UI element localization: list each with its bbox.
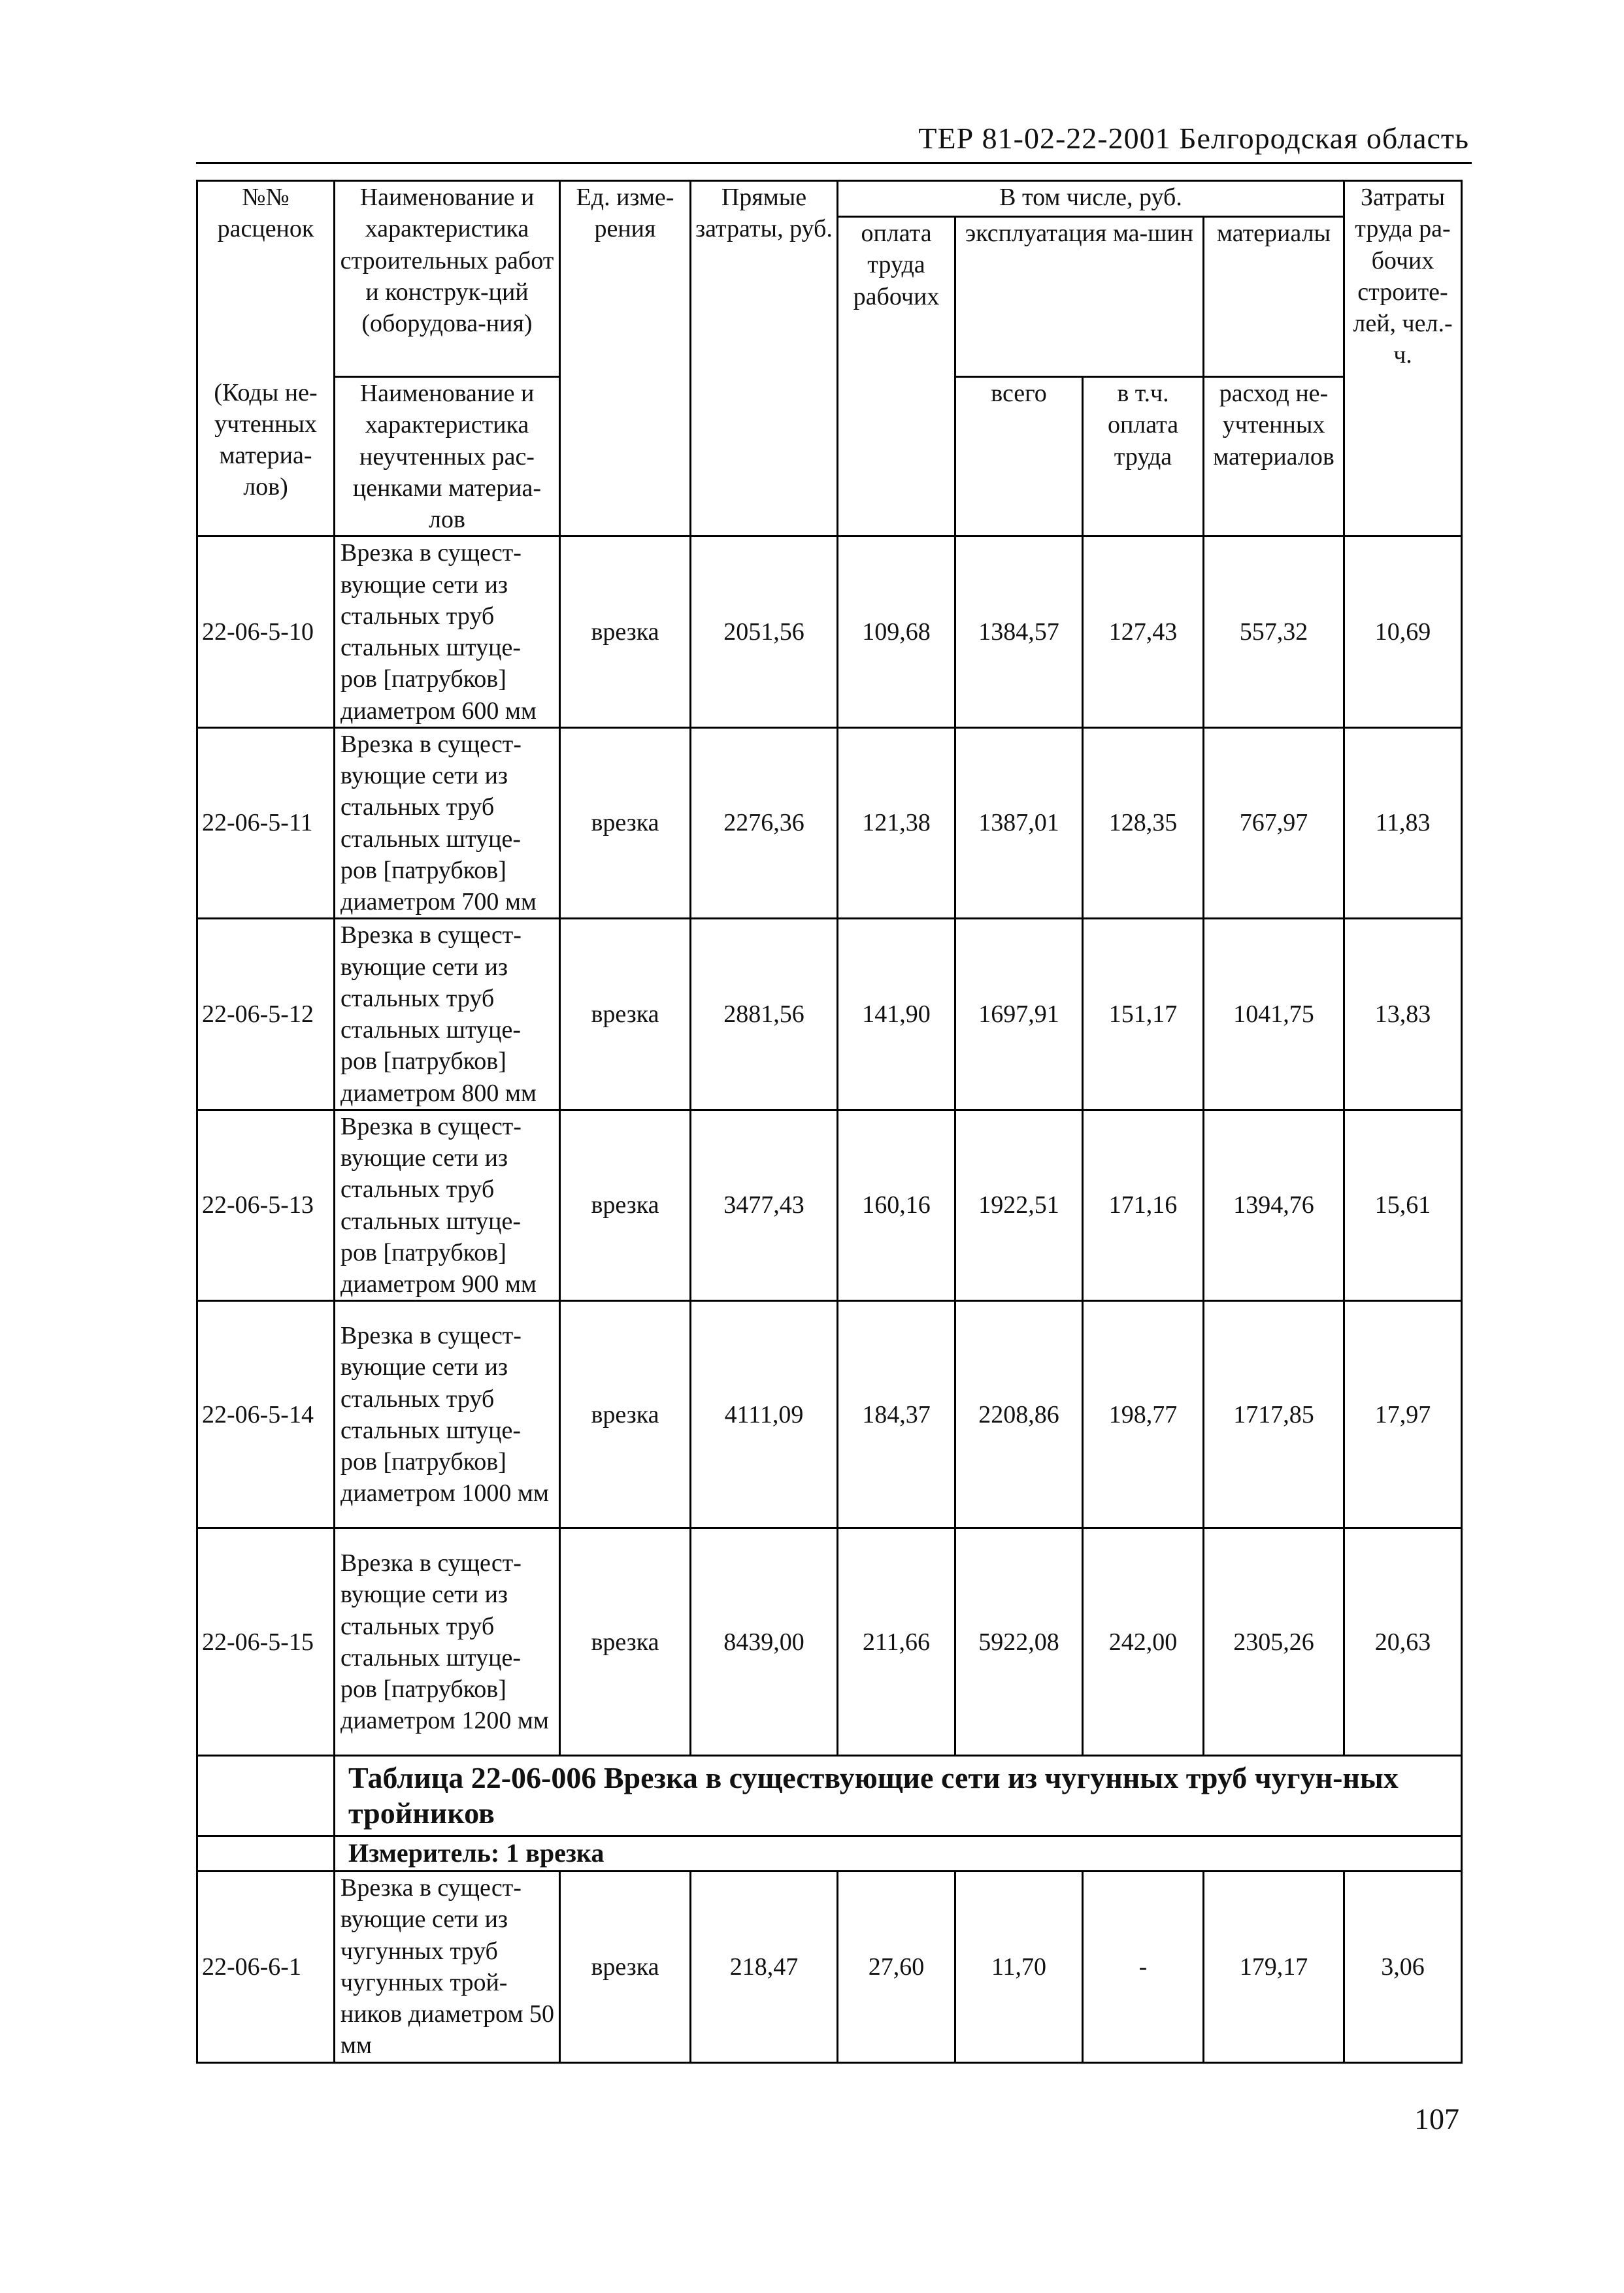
work-name: Врезка в сущест-вующие сети из стальных труб стальных штуце-ров [патрубков] диаметром 800 мм (335, 919, 560, 1110)
machine-wage: 127,43 (1083, 536, 1204, 728)
unit: врезка (560, 727, 691, 919)
table-row (197, 1110, 1462, 1301)
machines: 1697,91 (955, 919, 1083, 1110)
labor: 15,61 (1344, 1110, 1462, 1301)
labor: 20,63 (1344, 1528, 1462, 1756)
machines: 2208,86 (955, 1301, 1083, 1528)
name-unaccounted-header: Наименование и характеристика неучтенных рас-ценками материа-лов (335, 377, 560, 536)
work-name: Врезка в сущест-вующие сети из стальных труб стальных штуце-ров [патрубков] диаметром 900 мм (335, 1110, 560, 1301)
labor: 3,06 (1344, 1872, 1462, 2063)
unit: врезка (560, 536, 691, 728)
page-number: 107 (1414, 2102, 1459, 2136)
wage: 27,60 (838, 1872, 955, 2063)
wage: 109,68 (838, 536, 955, 728)
labor: 17,97 (1344, 1301, 1462, 1528)
rate-code: 22-06-5-13 (197, 1110, 335, 1301)
table-row (197, 1528, 1462, 1756)
direct-cost: 2276,36 (691, 727, 838, 919)
table-row (197, 919, 1462, 1110)
work-name: Врезка в сущест-вующие сети из стальных труб стальных штуце-ров [патрубков] диаметром 1000 мм (335, 1301, 560, 1528)
direct-cost: 2051,56 (691, 536, 838, 728)
materials: 179,17 (1204, 1872, 1344, 2063)
work-name: Врезка в сущест-вующие сети из стальных труб стальных штуце-ров [патрубков] диаметром 700 мм (335, 727, 560, 919)
labor: 13,83 (1344, 919, 1462, 1110)
direct-cost: 2881,56 (691, 919, 838, 1110)
incl-header: В том числе, руб. (838, 181, 1344, 217)
machines: 11,70 (955, 1872, 1083, 2063)
machine-wage: 198,77 (1083, 1301, 1204, 1528)
rate-code: 22-06-5-11 (197, 727, 335, 919)
rate-code: 22-06-5-12 (197, 919, 335, 1110)
machine-wage: - (1083, 1872, 1204, 2063)
empty-cell (197, 1836, 335, 1872)
direct-cost: 218,47 (691, 1872, 838, 2063)
measure-row (197, 1836, 1462, 1872)
direct-cost: 8439,00 (691, 1528, 838, 1756)
unit: врезка (560, 1301, 691, 1528)
work-name: Врезка в сущест-вующие сети из стальных труб стальных штуце-ров [патрубков] диаметром 600 мм (335, 536, 560, 728)
unit: врезка (560, 1872, 691, 2063)
rate-code: 22-06-5-14 (197, 1301, 335, 1528)
direct-cost: 4111,09 (691, 1301, 838, 1528)
rate-code: 22-06-5-15 (197, 1528, 335, 1756)
header-rule (196, 162, 1472, 164)
machine-wage: 242,00 (1083, 1528, 1204, 1756)
code-header: №№ расценок (197, 181, 335, 377)
machines-header: эксплуатация ма-шин (955, 217, 1204, 377)
total-header: всего (955, 377, 1083, 536)
machines: 5922,08 (955, 1528, 1083, 1756)
work-name: Врезка в сущест-вующие сети из чугунных труб чугунных трой-ников диаметром 50 мм (335, 1872, 560, 2063)
materials: 557,32 (1204, 536, 1344, 728)
table-row (197, 1872, 1462, 2063)
incl-wage-header: в т.ч. оплата труда (1083, 377, 1204, 536)
wage: 184,37 (838, 1301, 955, 1528)
direct-header: Прямые затраты, руб. (691, 181, 838, 536)
table-title-row (197, 1756, 1462, 1836)
mat-cons-header: расход не-учтенных материалов (1204, 377, 1344, 536)
materials: 767,97 (1204, 727, 1344, 919)
rate-code: 22-06-5-10 (197, 536, 335, 728)
labor-header: Затраты труда ра-бочих строите-лей, чел.-ч. (1344, 181, 1462, 536)
running-header: ТЕР 81-02-22-2001 Белгородская область (918, 122, 1469, 155)
code-unaccounted-header: (Коды не-учтенных материа-лов) (197, 377, 335, 536)
wage: 141,90 (838, 919, 955, 1110)
machines: 1384,57 (955, 536, 1083, 728)
table-row (197, 727, 1462, 919)
unit-header: Ед. изме-рения (560, 181, 691, 536)
rate-code: 22-06-6-1 (197, 1872, 335, 2063)
unit: врезка (560, 1528, 691, 1756)
unit: врезка (560, 919, 691, 1110)
empty-cell (197, 1756, 335, 1836)
table-row (197, 1301, 1462, 1528)
name-header: Наименование и характеристика строительных работ и конструк-ций (оборудова-ния) (335, 181, 560, 377)
materials: 1394,76 (1204, 1110, 1344, 1301)
table-row (197, 536, 1462, 728)
table-title: Таблица 22-06-006 Врезка в существующие сети из чугунных труб чугун-ных тройников (335, 1756, 1462, 1836)
unit: врезка (560, 1110, 691, 1301)
machines: 1387,01 (955, 727, 1083, 919)
machine-wage: 151,17 (1083, 919, 1204, 1110)
labor: 10,69 (1344, 536, 1462, 728)
materials: 1041,75 (1204, 919, 1344, 1110)
materials: 2305,26 (1204, 1528, 1344, 1756)
direct-cost: 3477,43 (691, 1110, 838, 1301)
machine-wage: 128,35 (1083, 727, 1204, 919)
wage-header: оплата труда рабочих (838, 217, 955, 536)
machines: 1922,51 (955, 1110, 1083, 1301)
machine-wage: 171,16 (1083, 1110, 1204, 1301)
materials: 1717,85 (1204, 1301, 1344, 1528)
wage: 211,66 (838, 1528, 955, 1756)
header-table (196, 180, 1463, 2064)
labor: 11,83 (1344, 727, 1462, 919)
wage: 160,16 (838, 1110, 955, 1301)
materials-header: материалы (1204, 217, 1344, 377)
wage: 121,38 (838, 727, 955, 919)
work-name: Врезка в сущест-вующие сети из стальных труб стальных штуце-ров [патрубков] диаметром 1200 мм (335, 1528, 560, 1756)
measure: Измеритель: 1 врезка (335, 1836, 1462, 1872)
